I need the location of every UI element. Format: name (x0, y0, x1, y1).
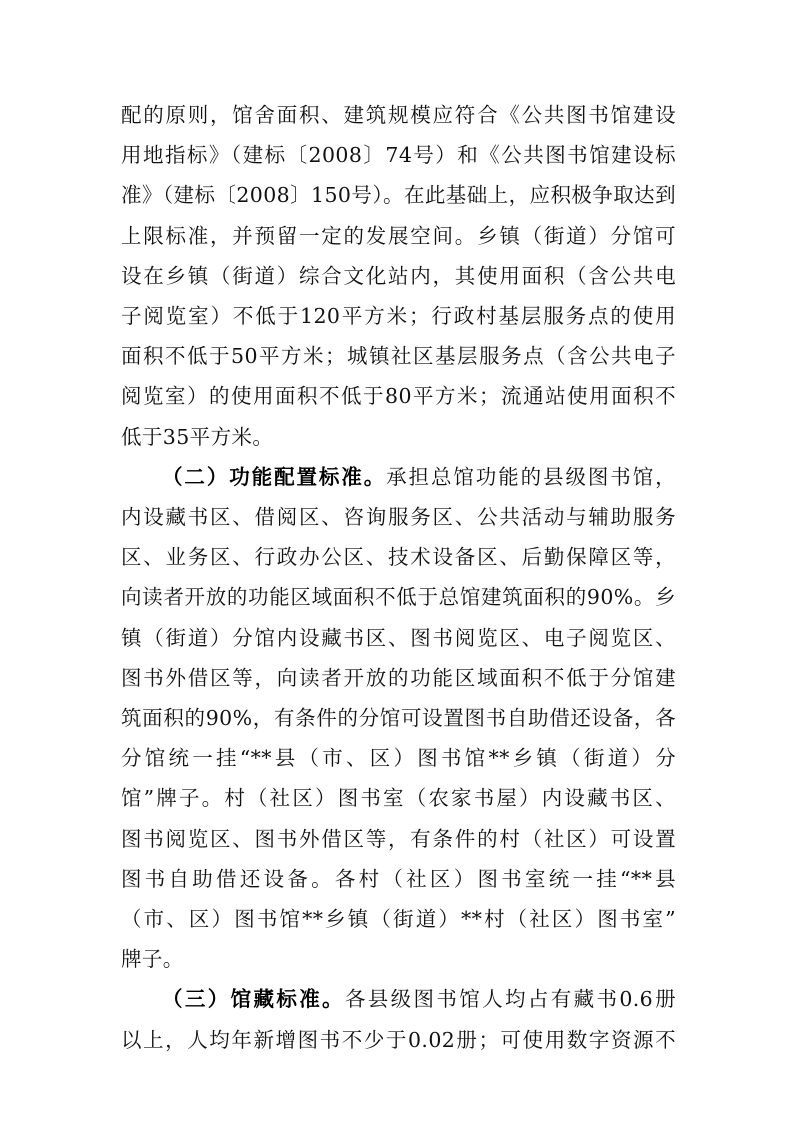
paragraph-line: 子阅览室）不低于120平方米；行政村基层服务点的使用 (121, 304, 676, 328)
paragraph-line: 图书阅览区、图书外借区等，有条件的村（社区）可设置 (121, 826, 676, 851)
section-two-heading: （二）功能配置标准。 (162, 464, 387, 489)
paragraph-line: 馆”牌子。村（社区）图书室（农家书屋）内设藏书区、 (121, 786, 676, 811)
paragraph-line: 以上，人均年新增图书不少于0.02册；可使用数字资源不 (121, 1027, 676, 1052)
paragraph-line: 图书自助借还设备。各村（社区）图书室统一挂“**县 (121, 866, 676, 891)
section-three-first-line (162, 980, 676, 1018)
section-three-heading: （三）馆藏标准。 (162, 987, 345, 1012)
paragraph-line: 牌子。 (121, 947, 184, 972)
section-two-first-line-text: 承担总馆功能的县级图书馆， (386, 464, 677, 489)
paragraph-line: 镇（街道）分馆内设藏书区、图书阅览区、电子阅览区、 (121, 625, 676, 650)
paragraph-line: 准》（建标〔2008〕150号）。在此基础上，应积极争取达到 (121, 183, 676, 208)
paragraph-line: 向读者开放的功能区域面积不低于总馆建筑面积的90%。乡 (121, 585, 676, 610)
paragraph-line: 区、业务区、行政办公区、技术设备区、后勤保障区等， (121, 545, 676, 570)
paragraph-line: 内设藏书区、借阅区、咨询服务区、公共活动与辅助服务 (121, 505, 676, 529)
paragraph-line: 配的原则，馆舍面积、建筑规模应符合《公共图书馆建设 (121, 103, 676, 127)
paragraph-line: 图书外借区等，向读者开放的功能区域面积不低于分馆建 (121, 665, 676, 690)
section-two-first-line (162, 458, 676, 496)
paragraph-line: （市、区）图书馆**乡镇（街道）**村（社区）图书室” (121, 907, 676, 931)
paragraph-line: 阅览室）的使用面积不低于80平方米；流通站使用面积不 (121, 384, 676, 409)
paragraph-line: 筑面积的90%，有条件的分馆可设置图书自助借还设备，各 (121, 706, 676, 730)
paragraph-line: 上限标准，并预留一定的发展空间。乡镇（街道）分馆可 (121, 223, 676, 248)
section-three-first-line-text: 各县级图书馆人均占有藏书0.6册 (344, 987, 676, 1012)
paragraph-line: 低于35平方米。 (121, 424, 274, 449)
paragraph-line: 面积不低于50平方米；城镇社区基层服务点（含公共电子 (121, 344, 676, 369)
paragraph-line: 设在乡镇（街道）综合文化站内，其使用面积（含公共电 (121, 263, 676, 288)
paragraph-line: 用地指标》（建标〔2008〕74号）和《公共图书馆建设标 (121, 143, 676, 168)
paragraph-line: 分馆统一挂“**县（市、区）图书馆**乡镇（街道）分 (121, 746, 676, 771)
